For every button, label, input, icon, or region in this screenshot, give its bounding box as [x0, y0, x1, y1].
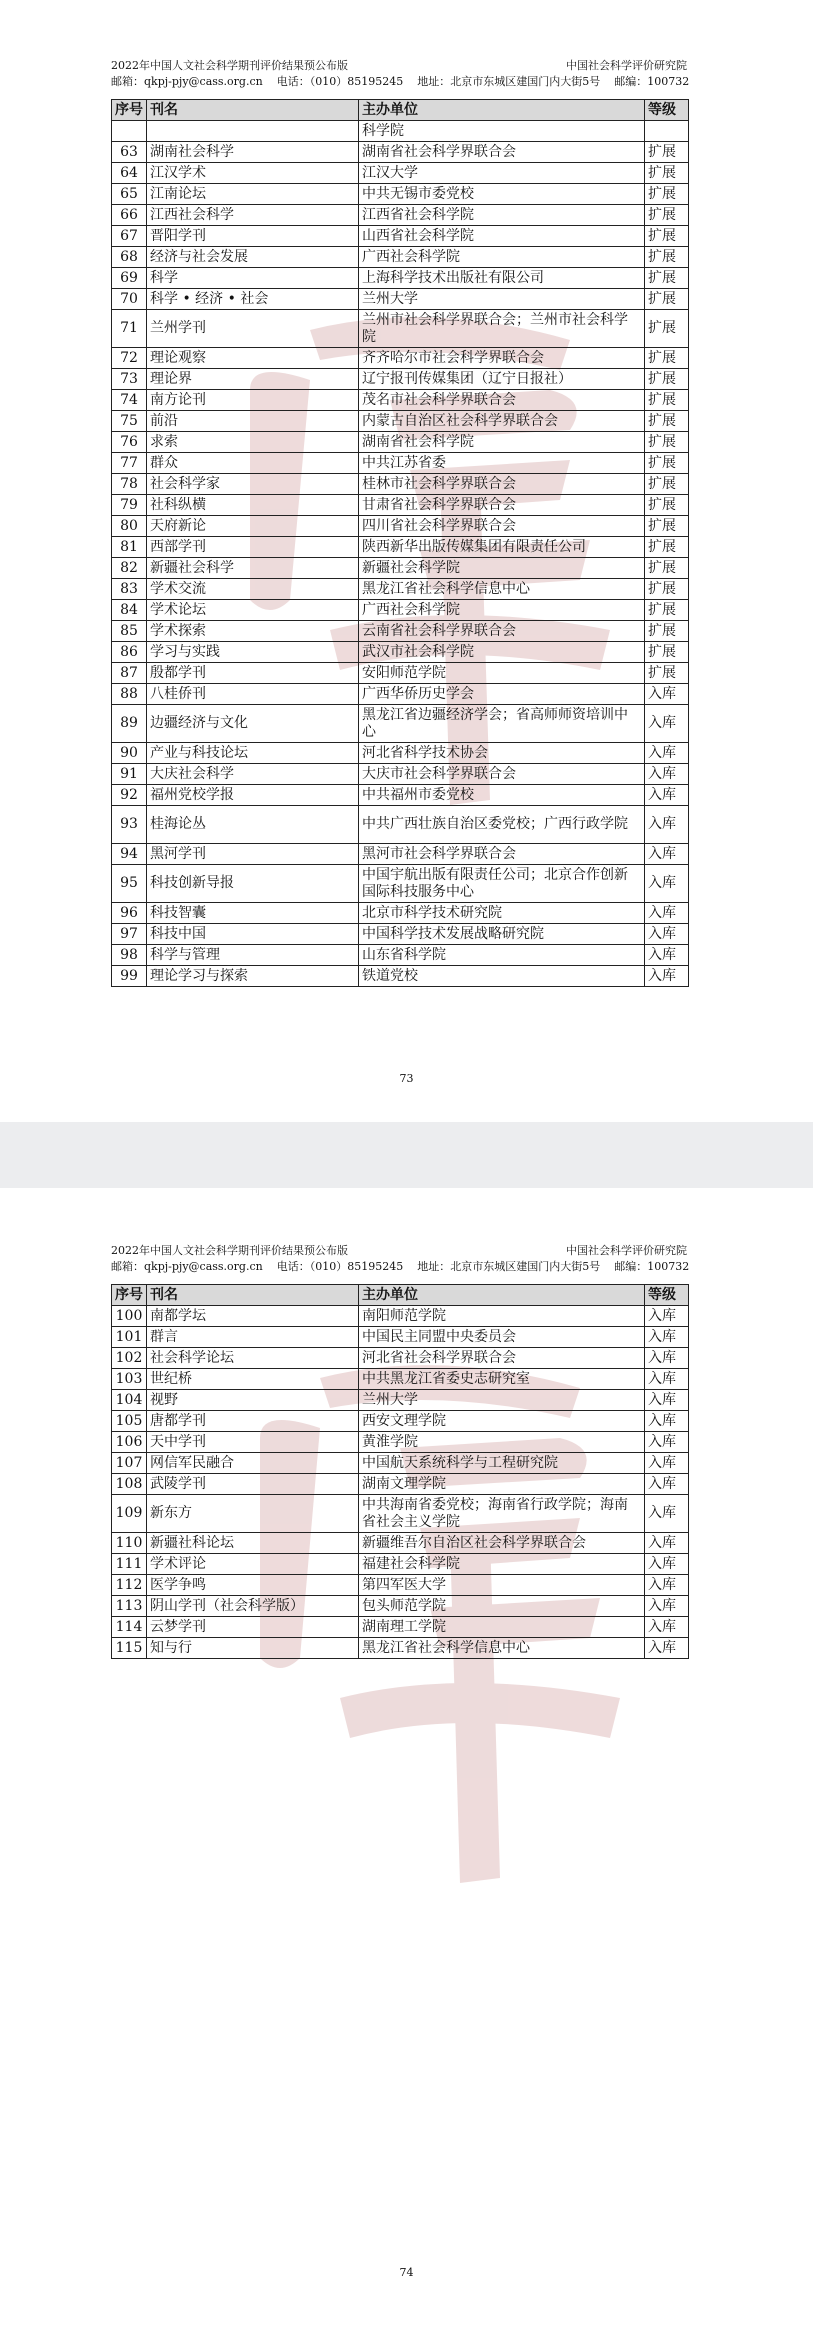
cell-publisher: 广西华侨历史学会	[359, 684, 645, 705]
table-row	[112, 621, 689, 642]
table-header-row	[112, 100, 689, 121]
cell-publisher: 武汉市社会科学院	[359, 642, 645, 663]
cell-journal-name: 科学	[147, 268, 359, 289]
table-row	[112, 1369, 689, 1390]
cell-no: 103	[112, 1369, 147, 1390]
cell-level: 入库	[645, 1432, 689, 1453]
cell-no: 112	[112, 1575, 147, 1596]
journal-table	[111, 1284, 689, 1659]
table-row	[112, 1390, 689, 1411]
table-row	[112, 289, 689, 310]
table-row	[112, 785, 689, 806]
cell-journal-name: 科技智囊	[147, 903, 359, 924]
table-row	[112, 247, 689, 268]
table-row	[112, 743, 689, 764]
cell-journal-name: 科技中国	[147, 924, 359, 945]
cell-level: 入库	[645, 1453, 689, 1474]
table-row	[112, 1533, 689, 1554]
cell-no: 78	[112, 474, 147, 495]
cell-level: 入库	[645, 743, 689, 764]
cell-publisher: 河北省科学技术协会	[359, 743, 645, 764]
cell-no: 108	[112, 1474, 147, 1495]
table-row	[112, 579, 689, 600]
cell-publisher: 齐齐哈尔市社会科学界联合会	[359, 348, 645, 369]
table-row	[112, 1474, 689, 1495]
cell-journal-name: 理论学习与探索	[147, 966, 359, 987]
cell-no: 114	[112, 1617, 147, 1638]
cell-journal-name: 湖南社会科学	[147, 142, 359, 163]
table-row	[112, 226, 689, 247]
cell-no: 90	[112, 743, 147, 764]
page-number: 74	[399, 2266, 414, 2279]
cell-publisher: 山东省科学院	[359, 945, 645, 966]
cell-journal-name: 江汉学术	[147, 163, 359, 184]
cell-journal-name: 学术评论	[147, 1554, 359, 1575]
cell-journal-name: 学习与实践	[147, 642, 359, 663]
cell-level: 扩展	[645, 163, 689, 184]
header-phone: 电话：（010）85195245	[276, 75, 404, 88]
table-row	[112, 1432, 689, 1453]
cell-journal-name: 社会科学家	[147, 474, 359, 495]
cell-no: 96	[112, 903, 147, 924]
cell-journal-name: 理论观察	[147, 348, 359, 369]
cell-level: 扩展	[645, 268, 689, 289]
cell-level: 扩展	[645, 621, 689, 642]
table-row	[112, 516, 689, 537]
header-postcode: 邮编：100732	[614, 75, 690, 88]
page-header	[111, 1243, 690, 1275]
cell-publisher: 中共广西壮族自治区委党校；广西行政学院	[359, 806, 645, 844]
journal-table	[111, 99, 689, 987]
cell-no: 91	[112, 764, 147, 785]
table-row	[112, 642, 689, 663]
cell-journal-name: 理论界	[147, 369, 359, 390]
cell-level: 扩展	[645, 184, 689, 205]
cell-journal-name: 产业与科技论坛	[147, 743, 359, 764]
cell-publisher: 中国民主同盟中央委员会	[359, 1327, 645, 1348]
cell-publisher: 茂名市社会科学界联合会	[359, 390, 645, 411]
cell-no: 113	[112, 1596, 147, 1617]
cell-no: 82	[112, 558, 147, 579]
table-row	[112, 865, 689, 903]
cell-journal-name: 唐都学刊	[147, 1411, 359, 1432]
cell-no: 99	[112, 966, 147, 987]
cell-publisher: 黑河市社会科学界联合会	[359, 844, 645, 865]
cell-no: 106	[112, 1432, 147, 1453]
cell-level: 入库	[645, 1474, 689, 1495]
cell-journal-name: 天中学刊	[147, 1432, 359, 1453]
cell-publisher: 北京市科学技术研究院	[359, 903, 645, 924]
table-row	[112, 390, 689, 411]
table-row	[112, 1495, 689, 1533]
header-postcode: 邮编：100732	[614, 1260, 690, 1273]
cell-journal-name: 西部学刊	[147, 537, 359, 558]
cell-level: 扩展	[645, 432, 689, 453]
cell-level: 入库	[645, 1306, 689, 1327]
table-row	[112, 1306, 689, 1327]
table-row	[112, 474, 689, 495]
cell-publisher: 中国科学技术发展战略研究院	[359, 924, 645, 945]
col-header-publisher: 主办单位	[359, 100, 645, 121]
cell-publisher: 湖南省社会科学院	[359, 432, 645, 453]
cell-no: 74	[112, 390, 147, 411]
cell-level: 扩展	[645, 289, 689, 310]
cell-journal-name: 经济与社会发展	[147, 247, 359, 268]
cell-level: 入库	[645, 1617, 689, 1638]
cell-no: 81	[112, 537, 147, 558]
cell-no: 70	[112, 289, 147, 310]
cell-no: 64	[112, 163, 147, 184]
cell-publisher: 中共无锡市委党校	[359, 184, 645, 205]
cell-level: 入库	[645, 785, 689, 806]
cell-no: 77	[112, 453, 147, 474]
cell-no: 87	[112, 663, 147, 684]
table-row	[112, 1327, 689, 1348]
header-title: 2022年中国人文社会科学期刊评价结果预公布版	[111, 1244, 348, 1257]
table-row	[112, 1554, 689, 1575]
table-row	[112, 411, 689, 432]
cell-level: 扩展	[645, 390, 689, 411]
cell-journal-name: 江西社会科学	[147, 205, 359, 226]
table-header-row	[112, 1285, 689, 1306]
cell-no: 92	[112, 785, 147, 806]
cell-publisher: 黑龙江省社会科学信息中心	[359, 579, 645, 600]
cell-journal-name: 桂海论丛	[147, 806, 359, 844]
cell-no: 76	[112, 432, 147, 453]
cell-level: 扩展	[645, 495, 689, 516]
table-row	[112, 945, 689, 966]
cell-journal-name: 群众	[147, 453, 359, 474]
table-row	[112, 205, 689, 226]
cell-no: 66	[112, 205, 147, 226]
col-header-level: 等级	[645, 100, 689, 121]
cell-level: 入库	[645, 1575, 689, 1596]
cell-no: 111	[112, 1554, 147, 1575]
cell-publisher: 兰州市社会科学界联合会；兰州市社会科学院	[359, 310, 645, 348]
col-header-name: 刊名	[147, 100, 359, 121]
cell-level: 入库	[645, 1533, 689, 1554]
table-row-continuation	[112, 121, 689, 142]
header-org: 中国社会科学评价研究院	[566, 1244, 687, 1257]
col-header-name: 刊名	[147, 1285, 359, 1306]
cell-publisher: 中国宇航出版有限责任公司；北京合作创新国际科技服务中心	[359, 865, 645, 903]
cell-journal-name: 网信军民融合	[147, 1453, 359, 1474]
cell-level: 扩展	[645, 474, 689, 495]
cell-publisher: 广西社会科学院	[359, 600, 645, 621]
cell-level: 扩展	[645, 310, 689, 348]
cell-journal-name: 学术论坛	[147, 600, 359, 621]
cell-journal-name: 晋阳学刊	[147, 226, 359, 247]
cell-journal-name: 新东方	[147, 1495, 359, 1533]
cell-level: 入库	[645, 1495, 689, 1533]
table-row	[112, 310, 689, 348]
cell-publisher: 甘肃省社会科学界联合会	[359, 495, 645, 516]
cell-publisher: 黑龙江省边疆经济学会；省高师师资培训中心	[359, 705, 645, 743]
table-row	[112, 903, 689, 924]
cell-level: 入库	[645, 865, 689, 903]
cell-level: 扩展	[645, 205, 689, 226]
cell-level: 扩展	[645, 579, 689, 600]
cell-no: 84	[112, 600, 147, 621]
cell-level: 入库	[645, 1596, 689, 1617]
cell-journal-name: 社会科学论坛	[147, 1348, 359, 1369]
cell-publisher: 江汉大学	[359, 163, 645, 184]
cell-journal-name: 学术探索	[147, 621, 359, 642]
table-row	[112, 268, 689, 289]
cell-publisher: 河北省社会科学界联合会	[359, 1348, 645, 1369]
cell-publisher: 湖南文理学院	[359, 1474, 645, 1495]
cell-journal-name: 殷都学刊	[147, 663, 359, 684]
cell-no: 86	[112, 642, 147, 663]
cell-no: 104	[112, 1390, 147, 1411]
cell-level: 入库	[645, 806, 689, 844]
table-row	[112, 1411, 689, 1432]
cell-publisher: 科学院	[359, 121, 645, 142]
cell-no: 63	[112, 142, 147, 163]
cell-no: 98	[112, 945, 147, 966]
cell-journal-name: 南都学坛	[147, 1306, 359, 1327]
col-header-publisher: 主办单位	[359, 1285, 645, 1306]
cell-level: 入库	[645, 903, 689, 924]
cell-no: 72	[112, 348, 147, 369]
cell-no: 107	[112, 1453, 147, 1474]
cell-level: 扩展	[645, 411, 689, 432]
page-number: 73	[399, 1072, 414, 1085]
cell-journal-name: 阴山学刊（社会科学版）	[147, 1596, 359, 1617]
cell-level: 入库	[645, 684, 689, 705]
cell-journal-name: 福州党校学报	[147, 785, 359, 806]
cell-journal-name: 视野	[147, 1390, 359, 1411]
table-row	[112, 1575, 689, 1596]
cell-no: 75	[112, 411, 147, 432]
header-org: 中国社会科学评价研究院	[566, 59, 687, 72]
cell-publisher: 湖南省社会科学界联合会	[359, 142, 645, 163]
table-row	[112, 369, 689, 390]
table-row	[112, 453, 689, 474]
cell-level: 入库	[645, 1554, 689, 1575]
cell-no: 71	[112, 310, 147, 348]
cell-publisher: 桂林市社会科学界联合会	[359, 474, 645, 495]
cell-no: 67	[112, 226, 147, 247]
cell-no: 83	[112, 579, 147, 600]
table-row	[112, 806, 689, 844]
cell-level: 扩展	[645, 226, 689, 247]
cell-publisher: 中共海南省委党校；海南省行政学院；海南省社会主义学院	[359, 1495, 645, 1533]
table-row	[112, 705, 689, 743]
cell-publisher: 广西社会科学院	[359, 247, 645, 268]
cell-journal-name: 前沿	[147, 411, 359, 432]
cell-publisher: 铁道党校	[359, 966, 645, 987]
table-row	[112, 1617, 689, 1638]
cell-level: 扩展	[645, 348, 689, 369]
cell-no: 94	[112, 844, 147, 865]
cell-no: 97	[112, 924, 147, 945]
table-row	[112, 142, 689, 163]
cell-no: 79	[112, 495, 147, 516]
cell-level: 扩展	[645, 663, 689, 684]
header-email: 邮箱：qkpj-pjy@cass.org.cn	[111, 75, 263, 88]
cell-level: 入库	[645, 844, 689, 865]
cell-journal-name: 兰州学刊	[147, 310, 359, 348]
table-row	[112, 558, 689, 579]
cell-journal-name: 江南论坛	[147, 184, 359, 205]
cell-no: 110	[112, 1533, 147, 1554]
cell-no: 80	[112, 516, 147, 537]
table-row	[112, 1596, 689, 1617]
cell-journal-name: 八桂侨刊	[147, 684, 359, 705]
table-row	[112, 1638, 689, 1659]
cell-level: 扩展	[645, 600, 689, 621]
cell-publisher: 大庆市社会科学界联合会	[359, 764, 645, 785]
cell-level: 扩展	[645, 369, 689, 390]
cell-publisher: 陕西新华出版传媒集团有限责任公司	[359, 537, 645, 558]
cell-journal-name: 新疆社科论坛	[147, 1533, 359, 1554]
cell-journal-name: 南方论刊	[147, 390, 359, 411]
cell-journal-name: 武陵学刊	[147, 1474, 359, 1495]
cell-no: 68	[112, 247, 147, 268]
cell-level: 入库	[645, 1327, 689, 1348]
header-address: 地址：北京市东城区建国门内大街5号	[417, 1260, 601, 1273]
table-row	[112, 537, 689, 558]
cell-publisher: 安阳师范学院	[359, 663, 645, 684]
cell-no: 88	[112, 684, 147, 705]
cell-level: 入库	[645, 966, 689, 987]
table-row	[112, 844, 689, 865]
cell-publisher: 兰州大学	[359, 1390, 645, 1411]
cell-publisher: 南阳师范学院	[359, 1306, 645, 1327]
cell-no: 115	[112, 1638, 147, 1659]
cell-no: 109	[112, 1495, 147, 1533]
cell-journal-name: 科技创新导报	[147, 865, 359, 903]
cell-publisher: 黑龙江省社会科学信息中心	[359, 1638, 645, 1659]
cell-journal-name: 科学 • 经济 • 社会	[147, 289, 359, 310]
cell-publisher: 西安文理学院	[359, 1411, 645, 1432]
cell-level: 扩展	[645, 247, 689, 268]
cell-publisher: 兰州大学	[359, 289, 645, 310]
cell-journal-name: 世纪桥	[147, 1369, 359, 1390]
header-title: 2022年中国人文社会科学期刊评价结果预公布版	[111, 59, 348, 72]
cell-level: 入库	[645, 764, 689, 785]
cell-publisher: 湖南理工学院	[359, 1617, 645, 1638]
cell-no: 65	[112, 184, 147, 205]
cell-level: 扩展	[645, 558, 689, 579]
cell-level: 入库	[645, 1411, 689, 1432]
cell-level: 扩展	[645, 642, 689, 663]
cell-publisher: 四川省社会科学界联合会	[359, 516, 645, 537]
cell-publisher: 辽宁报刊传媒集团（辽宁日报社）	[359, 369, 645, 390]
table-row	[112, 432, 689, 453]
table-row	[112, 495, 689, 516]
table-row	[112, 966, 689, 987]
cell-journal-name: 大庆社会科学	[147, 764, 359, 785]
header-address: 地址：北京市东城区建国门内大街5号	[417, 75, 601, 88]
header-email: 邮箱：qkpj-pjy@cass.org.cn	[111, 1260, 263, 1273]
cell-journal-name: 知与行	[147, 1638, 359, 1659]
cell-publisher: 内蒙古自治区社会科学界联合会	[359, 411, 645, 432]
page-header	[111, 58, 690, 90]
col-header-no: 序号	[112, 1285, 147, 1306]
cell-no: 105	[112, 1411, 147, 1432]
cell-no: 69	[112, 268, 147, 289]
cell-journal-name: 社科纵横	[147, 495, 359, 516]
cell-no: 89	[112, 705, 147, 743]
cell-level: 入库	[645, 1369, 689, 1390]
cell-publisher: 中共黑龙江省委史志研究室	[359, 1369, 645, 1390]
table-row	[112, 163, 689, 184]
cell-publisher: 新疆社会科学院	[359, 558, 645, 579]
cell-level: 扩展	[645, 453, 689, 474]
cell-journal-name: 新疆社会科学	[147, 558, 359, 579]
table-row	[112, 1453, 689, 1474]
cell-level: 扩展	[645, 142, 689, 163]
cell-publisher: 中共福州市委党校	[359, 785, 645, 806]
document-page-73	[0, 0, 813, 1122]
cell-no: 102	[112, 1348, 147, 1369]
cell-level: 入库	[645, 705, 689, 743]
table-row	[112, 1348, 689, 1369]
table-row	[112, 348, 689, 369]
table-row	[112, 764, 689, 785]
cell-publisher: 江西省社会科学院	[359, 205, 645, 226]
cell-publisher: 黄淮学院	[359, 1432, 645, 1453]
cell-publisher: 中国航天系统科学与工程研究院	[359, 1453, 645, 1474]
cell-level: 入库	[645, 1390, 689, 1411]
table-row	[112, 924, 689, 945]
cell-publisher: 云南省社会科学界联合会	[359, 621, 645, 642]
table-row	[112, 663, 689, 684]
cell-journal-name: 求索	[147, 432, 359, 453]
cell-publisher: 福建社会科学院	[359, 1554, 645, 1575]
cell-no: 100	[112, 1306, 147, 1327]
cell-publisher: 上海科学技术出版社有限公司	[359, 268, 645, 289]
col-header-no: 序号	[112, 100, 147, 121]
cell-level: 扩展	[645, 516, 689, 537]
cell-journal-name: 云梦学刊	[147, 1617, 359, 1638]
cell-level: 入库	[645, 924, 689, 945]
cell-journal-name: 群言	[147, 1327, 359, 1348]
cell-publisher: 新疆维吾尔自治区社会科学界联合会	[359, 1533, 645, 1554]
cell-level: 扩展	[645, 537, 689, 558]
cell-level: 入库	[645, 945, 689, 966]
table-row	[112, 184, 689, 205]
cell-publisher: 山西省社会科学院	[359, 226, 645, 247]
cell-publisher: 包头师范学院	[359, 1596, 645, 1617]
cell-journal-name: 边疆经济与文化	[147, 705, 359, 743]
cell-journal-name: 医学争鸣	[147, 1575, 359, 1596]
cell-journal-name: 科学与管理	[147, 945, 359, 966]
cell-level: 入库	[645, 1638, 689, 1659]
cell-publisher: 第四军医大学	[359, 1575, 645, 1596]
table-row	[112, 600, 689, 621]
header-phone: 电话：（010）85195245	[276, 1260, 404, 1273]
cell-level: 入库	[645, 1348, 689, 1369]
cell-no: 73	[112, 369, 147, 390]
cell-no: 85	[112, 621, 147, 642]
document-page-74	[0, 1188, 813, 2348]
cell-publisher: 中共江苏省委	[359, 453, 645, 474]
cell-no: 101	[112, 1327, 147, 1348]
cell-journal-name: 黑河学刊	[147, 844, 359, 865]
cell-no: 95	[112, 865, 147, 903]
cell-journal-name: 学术交流	[147, 579, 359, 600]
table-row	[112, 684, 689, 705]
cell-journal-name: 天府新论	[147, 516, 359, 537]
cell-no: 93	[112, 806, 147, 844]
col-header-level: 等级	[645, 1285, 689, 1306]
